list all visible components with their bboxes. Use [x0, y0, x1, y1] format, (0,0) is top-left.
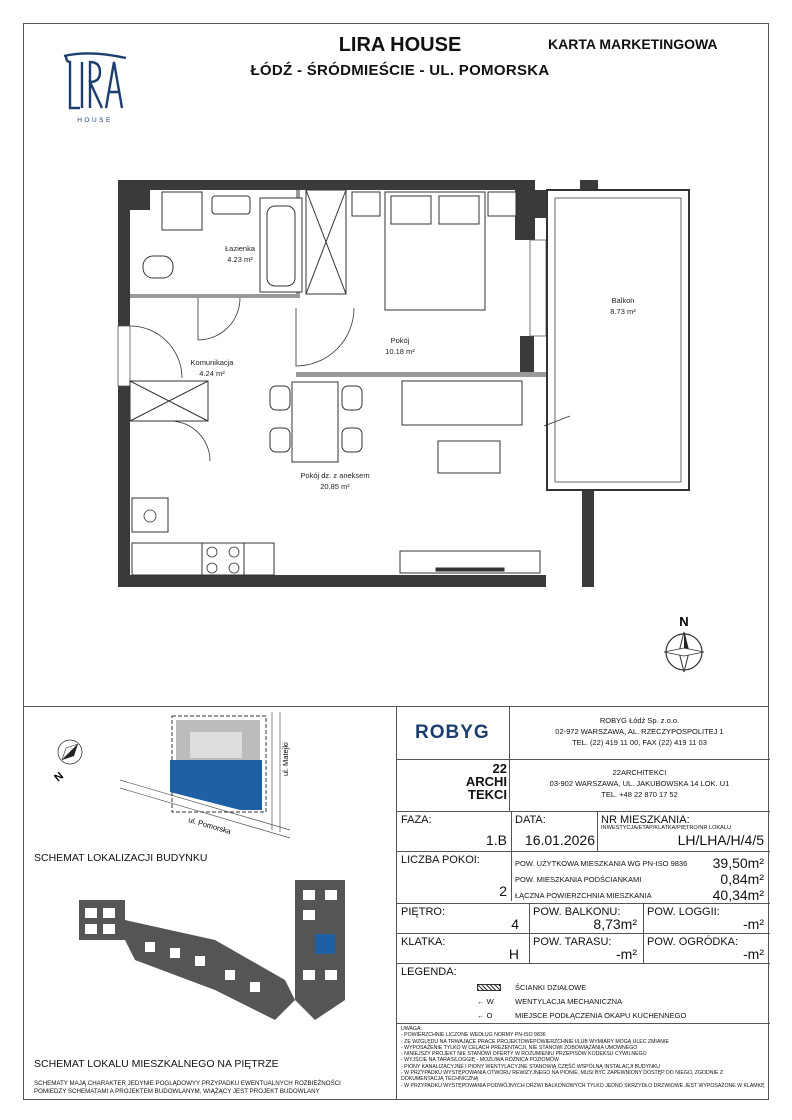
project-location: ŁÓDŹ - ŚRÓDMIEŚCIE - UL. POMORSKA: [250, 62, 550, 79]
nightstand-right: [488, 192, 516, 216]
schema-room: [303, 970, 315, 980]
klatka-value: H: [508, 946, 519, 962]
architect-name: 22ARCHITEKCI: [612, 768, 667, 777]
nr-value: LH/LHA/H/4/5: [677, 832, 764, 848]
schema-room: [170, 948, 180, 958]
hall-door: [170, 421, 210, 461]
schema-room: [85, 908, 97, 918]
note-line: - W PRZYPADKU WYSTĘPOWANIA PODWÓJNYCH DRZWI BALKONOWYCH TYLKO JEDNO SKRZYDŁO DRZWIOWE JEST WYPOSAŻONE W KLAMKĘ: [401, 1082, 765, 1089]
room-area-pokoj: 10.18 m²: [385, 347, 415, 356]
kitchen-sink: [132, 498, 168, 532]
floor-schema: [75, 880, 375, 1040]
schema-room: [103, 924, 115, 934]
architect-address: 03-902 WARSZAWA, UL. JAKUBOWSKA 14 LOK. U1: [549, 779, 730, 788]
street-label-matejki: ul. Matejki: [281, 742, 290, 776]
compass-cross: [664, 648, 704, 656]
pow-uzytkowa-label: POW. UŻYTKOWA MIESZKANIA WG PN-ISO 9836: [515, 859, 688, 868]
note-line: - W PRZYPADKU WYSTĘPOWANIA OTWORU REWIZYJNEGO NA PIONIE, MUSI BYĆ ZAPEWNIONY DOSTĘP DO NIEGO, ZGODNIE Z DOKUMENTACJĄ TECHNICZNĄ: [401, 1070, 724, 1083]
rule: [397, 963, 770, 964]
street-label-pomorska: ul. Pomorska: [187, 815, 233, 836]
room-name-balkon: Balkon: [611, 296, 635, 305]
balkon-value: 8,73m²: [593, 916, 637, 932]
notes: [401, 1026, 765, 1089]
legend-item-2: WENTYLACJA MECHANICZNA: [515, 997, 623, 1006]
bedroom-door: [296, 308, 354, 366]
location-caption: SCHEMAT LOKALIZACJI BUDYNKU: [34, 852, 208, 864]
faza-label: FAZA:: [401, 814, 432, 826]
pow-uzytkowa-value: 39,50m²: [712, 855, 764, 871]
compass-north-label: N: [679, 614, 689, 629]
room-area-lazienka: 4.23 m²: [227, 255, 253, 264]
architect-logo: [457, 762, 507, 801]
tv: [436, 568, 504, 571]
notes-title: UWAGA:: [401, 1026, 422, 1032]
room-area-salon: 20.85 m²: [320, 482, 350, 491]
schema-room: [103, 908, 115, 918]
bathroom-sink: [212, 196, 250, 214]
bathroom-door: [198, 298, 240, 340]
chair-2: [270, 428, 290, 452]
info-table: [396, 706, 769, 1100]
klatka-label: KLATKA:: [401, 936, 446, 948]
wall-ne2: [535, 190, 547, 218]
map-north-label: N: [52, 769, 67, 785]
apartment-highlight: [315, 934, 335, 954]
schema-room: [303, 910, 315, 920]
architect-logo-line-2: ARCHI: [465, 774, 507, 789]
rule: [397, 1023, 770, 1024]
north-compass: [658, 612, 710, 676]
partition-wall-symbol: [477, 984, 501, 991]
rule: [397, 933, 770, 934]
ogrodek-label: POW. OGRÓDKA:: [647, 936, 739, 948]
note-line: - WYPOSAŻENIE TYLKO W CELACH PREZENTACJI, NIE STANOWI ZOBOWIĄZANIA UMOWNEGO: [401, 1044, 638, 1051]
nr-label: NR MIESZKANIA:: [601, 814, 690, 826]
vrule: [511, 811, 512, 851]
pokoje-value: 2: [499, 883, 507, 899]
balkon-label: POW. BALKONU:: [533, 906, 621, 918]
developer-address: 02-972 WARSZAWA, AL. RZECZYPOSPOLITEJ 1: [555, 727, 724, 736]
logo-word: HOUSE: [77, 117, 113, 124]
wall-east-mid: [520, 336, 534, 376]
architect-phone: TEL. +48 22 870 17 52: [601, 790, 678, 799]
ventilation-symbol: ← W: [477, 997, 494, 1006]
data-label: DATA:: [515, 814, 546, 826]
rule: [397, 903, 770, 904]
vrule: [597, 811, 598, 851]
entrance-door: [130, 326, 182, 378]
pillow-right: [439, 196, 479, 224]
floor-plan: [110, 176, 710, 596]
vrule: [511, 851, 512, 901]
schema-disclaimer: SCHEMATY MAJĄ CHARAKTER JEDYNIE POGLĄDOWYY PRZYPADKU EWENTUALNYCH ROZBIEŻNOŚCI POMIEDZY SCHEMATAMI A PROJEKTEM BUDOWLANYM, WIĄŻĄCY JEST PROJEKT BUDOWLANY: [34, 1080, 341, 1095]
floor-schema-caption: SCHEMAT LOKALU MIESZKALNEGO NA PIĘTRZE: [34, 1058, 279, 1070]
pietro-value: 4: [511, 916, 519, 932]
room-name-lazienka: Łazienka: [224, 244, 256, 253]
partition-bath: [130, 294, 300, 298]
note-line: - PIONY KANALIZACYJNE I PIONY WENTYLACYJNE STANOWIĄ CZĘŚĆ WSPÓLNĄ INSTALACJI BUDYNKU: [401, 1063, 661, 1070]
toilet: [143, 256, 173, 278]
lira-house-logo: [60, 52, 130, 124]
nightstand-left: [352, 192, 380, 216]
chair-1: [270, 386, 290, 410]
legend-item-1: ŚCIANKI DZIAŁOWE: [515, 983, 587, 992]
room-name-komunikacja: Komunikacja: [190, 358, 234, 367]
entrance-opening: [118, 326, 130, 386]
balcony-outline: [547, 190, 689, 490]
developer-name: ROBYG Łódź Sp. z.o.o.: [599, 716, 680, 725]
pietro-label: PIĘTRO:: [401, 906, 446, 918]
washing-machine: [162, 192, 202, 230]
bathtub-inner: [267, 206, 295, 286]
schema-room: [325, 890, 337, 900]
robyg-logo: ROBYG: [415, 722, 490, 743]
pow-laczna-label: ŁĄCZNA POWIERZCHNIA MIESZKANIA: [515, 891, 652, 900]
cooktop: [202, 543, 244, 575]
loggia-label: POW. LOGGII:: [647, 906, 720, 918]
pillow-left: [391, 196, 431, 224]
sofa: [402, 381, 522, 425]
architect-logo-line-3: TEKCI: [468, 787, 507, 802]
note-line: - ZE WZGLĘDU NA TRWAJĄCE PRACE PROJEKTOWEPOWIERZCHNIE I/LUB WYMIARY MOGĄ ULEC ZMIANIE: [401, 1038, 669, 1045]
schema-wing-south: [125, 920, 295, 1020]
pow-podsc-value: 0,84m²: [720, 871, 764, 887]
project-title: LIRA HOUSE: [338, 34, 462, 56]
ogrodek-value: -m²: [743, 946, 764, 962]
wall-nw: [118, 180, 150, 210]
chair-3: [342, 386, 362, 410]
faza-value: 1.B: [485, 832, 507, 848]
pow-laczna-value: 40,34m²: [712, 887, 764, 903]
dining-table: [292, 382, 338, 462]
document-type: KARTA MARKETINGOWA: [548, 36, 718, 52]
pokoje-label: LICZBA POKOI:: [401, 854, 480, 866]
room-area-balkon: 8.73 m²: [610, 307, 636, 316]
note-line: - NINIEJSZY PROJEKT NIE STANOWI OFERTY W ROZUMIENIU PRZEPISÓW KODEKSU CYWILNEGO: [401, 1051, 647, 1058]
location-map: [30, 710, 310, 850]
note-line: - POWIERZCHNIE LICZONE WEDŁUG NORMY PN-ISO 9836: [401, 1032, 546, 1039]
wall-north: [150, 180, 530, 190]
window-east-bedroom: [530, 240, 546, 336]
map-compass-needle-2: [62, 744, 78, 760]
lira-logo-mark: [60, 52, 130, 124]
legend-title: LEGENDA:: [401, 966, 457, 978]
room-name-salon: Pokój dz. z aneksem: [300, 471, 370, 480]
wall-south: [118, 575, 546, 587]
schema-room: [85, 924, 97, 934]
nr-sublabel: INWESTYCJA/ETAP/KLATKA/PIĘTRO/NR LOKALU: [601, 825, 732, 831]
note-line: - WYJŚCIE NA TARAS/LOGGIĘ - MOŻLIWA RÓŻNICA POZIOMÓW: [401, 1057, 559, 1064]
architect-logo-line-1: 22: [492, 761, 507, 776]
pow-podsc-label: POW. MIESZKANIA PODŚCIANKAMI: [515, 875, 642, 884]
data-value: 16.01.2026: [524, 832, 595, 848]
schema-room: [225, 970, 235, 980]
rule: [397, 851, 770, 852]
hood-symbol: ← O: [477, 1011, 493, 1020]
schema-room: [195, 956, 205, 966]
chair-4: [342, 428, 362, 452]
taras-value: -m²: [616, 946, 637, 962]
schema-room: [325, 970, 337, 980]
legend-item-3: MIEJSCE PODŁĄCZENIA OKAPU KUCHENNEGO: [515, 1011, 687, 1020]
room-name-pokoj: Pokój: [390, 336, 410, 345]
building-highlight: [170, 760, 262, 810]
developer-phone: TEL. (22) 419 11 00, FAX (22) 419 11 03: [572, 738, 707, 747]
room-area-komunikacja: 4.24 m²: [199, 369, 225, 378]
courtyard: [190, 732, 242, 758]
coffee-table: [438, 441, 500, 473]
schema-room: [250, 982, 260, 992]
wall-ne: [515, 180, 535, 240]
rule: [397, 759, 770, 760]
loggia-value: -m²: [743, 916, 764, 932]
rule: [397, 811, 770, 812]
taras-label: POW. TARASU:: [533, 936, 612, 948]
schema-room: [303, 890, 315, 900]
schema-room: [145, 942, 155, 952]
